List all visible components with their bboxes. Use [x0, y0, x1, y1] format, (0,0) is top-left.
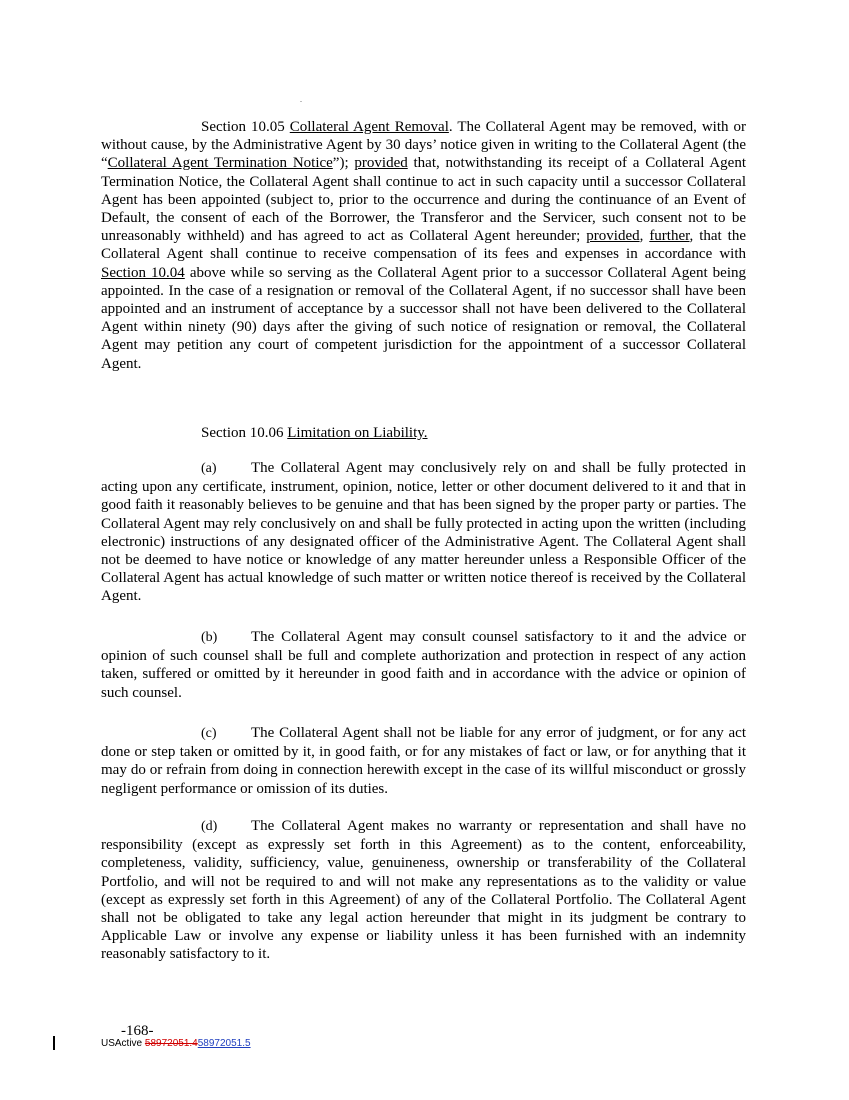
- clause-text: The Collateral Agent may consult counsel satisfactory to it and the advice or opinion of such counsel shall be full and complete authorization and protection in respect of any action taken, suffered or omitted by it hereunder in good faith and in accordance with the advice or opinion of such counsel.: [101, 629, 746, 701]
- clause-text: The Collateral Agent makes no warranty or representation and shall have no responsibility (except as expressly set forth in this Agreement) as to the content, enforceability, completeness, validity, sufficiency, value, genuineness, ownership or transferability of the Collateral Portfolio, and will not be required to and will not make any representations as to the validity or value (except as expressly set forth in this Agreement) of any of the Collateral Portfolio. The Collateral Agent shall not be obligated to take any legal action hereunder that might in its judgment be contrary to Applicable Law or involve any expense or liability unless it has been furnished with an indemnity reasonably satisfactory to it.: [101, 818, 746, 963]
- change-bar: [53, 1036, 55, 1050]
- clause-label: (c): [201, 726, 217, 741]
- footer-prefix: USActive: [101, 1038, 145, 1049]
- proviso-term: provided: [354, 155, 408, 172]
- clause-label: (d): [201, 819, 218, 834]
- clause-d: [101, 817, 746, 964]
- clause-text: The Collateral Agent may conclusively rely on and shall be fully protected in acting upon any certificate, instrument, opinion, notice, letter or other document delivered to it and that in good faith it reasonably believes to be genuine and that has been signed by the proper party or parties. The Collateral Agent may rely conclusively on and shall be fully protected in acting upon the written (including electronic) instructions of any designated officer of the Administrative Agent. The Collateral Agent shall not be deemed to have notice or knowledge of any matter hereunder unless a Responsible Officer of the Collateral Agent has actual knowledge of such matter or written notice thereof is received by the Collateral Agent.: [101, 460, 746, 605]
- proviso-term: provided: [586, 228, 640, 245]
- section-text: that, notwithstanding its receipt of a Collateral Agent Termination Notice, the Collateral Agent shall continue to act in such capacity until a successor Collateral Agent has been appointed (subject to, prior to the occurrence and during the continuance of an Event of Default, the consent of each of the Borrower, the Transferor and the Servicer, such consent not to be unreasonably withheld) and has agreed to act as Collateral Agent hereunder;: [101, 155, 746, 245]
- section-title: Limitation on Liability.: [287, 425, 428, 441]
- defined-term: Collateral Agent Termination Notice: [107, 155, 333, 172]
- section-10-05: [101, 118, 746, 373]
- section-text: . The Collateral Agent may be removed, with or without cause, by the Administrative Agent by 30 days’ notice given in writing to the Collateral Agent (the “: [101, 119, 746, 172]
- section-text: , that the Collateral Agent shall continue to receive compensation of its fees and expenses in accordance with: [101, 228, 746, 263]
- section-number: Section 10.05: [201, 119, 290, 135]
- page-number: -168-: [121, 1023, 154, 1039]
- clause-b: [101, 628, 746, 702]
- section-title: Collateral Agent Removal: [289, 119, 449, 135]
- section-number: Section 10.06: [201, 425, 288, 441]
- section-text: above while so serving as the Collateral Agent prior to a successor Collateral Agent being appointed. In the case of a resignation or removal of the Collateral Agent, if no successor shall have been appointed and an instrument of acceptance by a successor shall not have been delivered to the Collateral Agent within ninety (90) days after the giving of such notice of resignation or removal, the Collateral Agent may petition any court of competent jurisdiction for the appointment of a successor Collateral Agent.: [101, 264, 746, 372]
- document-id-footer: [101, 1038, 251, 1050]
- section-10-06-heading: [201, 424, 428, 442]
- inserted-doc-id: 58972051.5: [197, 1038, 251, 1049]
- clause-c: [101, 724, 746, 798]
- decorative-dot: .: [300, 95, 302, 104]
- cross-reference: Section 10.04: [101, 264, 185, 281]
- clause-a: [101, 459, 746, 606]
- clause-label: (a): [201, 461, 217, 476]
- proviso-term: further: [649, 228, 690, 245]
- clause-text: The Collateral Agent shall not be liable for any error of judgment, or for any act done or step taken or omitted by it, in good faith, or for any mistakes of fact or law, or for anything that it may do or refrain from doing in connection herewith except in the case of its willful misconduct or grossly negligent performance or omission of its duties.: [101, 725, 746, 797]
- clause-label: (b): [201, 630, 218, 645]
- section-text: ”);: [332, 155, 355, 172]
- section-text: ,: [639, 228, 650, 245]
- deleted-doc-id: 58972051.4: [144, 1038, 198, 1049]
